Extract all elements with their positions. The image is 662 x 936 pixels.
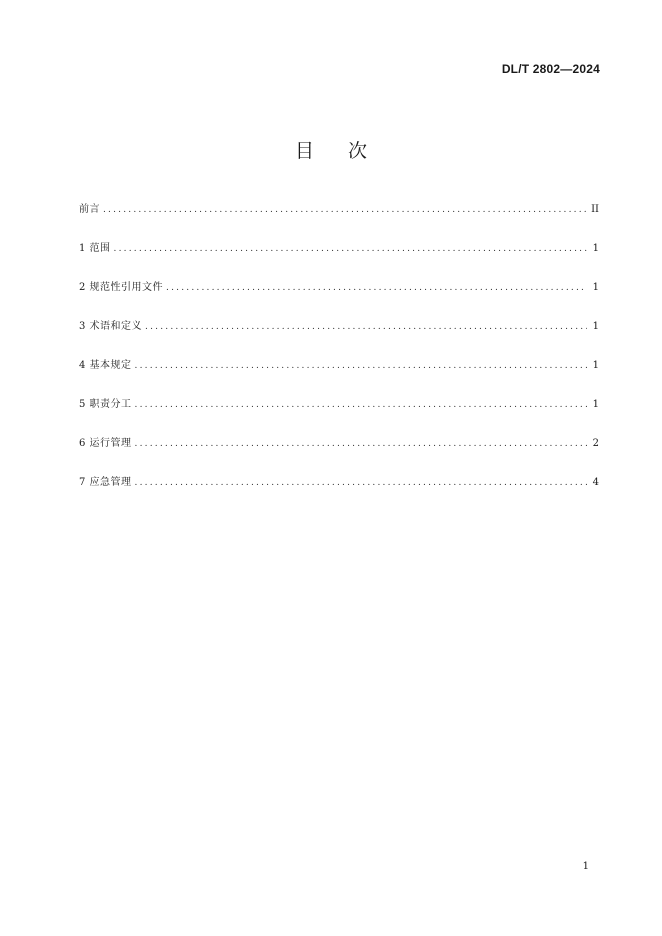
toc-entry-page: 2 — [592, 438, 599, 449]
toc-entry-label: 7 应急管理 — [79, 477, 132, 488]
toc-entry-label: 6 运行管理 — [79, 438, 132, 449]
toc-entry-label: 4 基本规定 — [79, 360, 132, 371]
toc-entry-page: 1 — [592, 282, 599, 293]
toc-entry-page: 1 — [592, 321, 599, 332]
toc-entry-label: 5 职责分工 — [79, 399, 132, 410]
toc-dot-leader — [135, 400, 587, 410]
toc-entry-responsibilities[interactable] — [79, 395, 599, 434]
toc-entry-foreword[interactable] — [79, 200, 599, 239]
toc-entry-label: 2 规范性引用文件 — [79, 282, 164, 293]
toc-dot-leader — [135, 361, 587, 371]
toc-dot-leader — [145, 322, 587, 332]
toc-entry-page: 4 — [592, 477, 599, 488]
toc-entry-page: 1 — [592, 399, 599, 410]
toc-title: 目次 — [294, 140, 401, 162]
toc-entry-operation-management[interactable] — [79, 434, 599, 473]
toc-dot-leader — [103, 205, 587, 215]
toc-entry-normative-references[interactable] — [79, 278, 599, 317]
toc-entry-label: 前言 — [79, 204, 100, 215]
standard-code: DL/T 2802—2024 — [501, 62, 600, 76]
toc-entry-label: 1 范围 — [79, 243, 111, 254]
page-number: 1 — [582, 861, 589, 872]
toc-entry-page: 1 — [592, 360, 599, 371]
toc-dot-leader — [135, 439, 587, 449]
toc-entry-scope[interactable] — [79, 239, 599, 278]
toc-entry-label: 3 术语和定义 — [79, 321, 143, 332]
toc-dot-leader — [135, 478, 587, 488]
toc-dot-leader — [114, 244, 587, 254]
toc-dot-leader — [166, 283, 587, 293]
toc-entry-page: 1 — [592, 243, 599, 254]
toc-entry-terms-definitions[interactable] — [79, 317, 599, 356]
toc-entry-emergency-management[interactable] — [79, 473, 599, 512]
toc-entry-basic-provisions[interactable] — [79, 356, 599, 395]
toc-entry-page: II — [591, 204, 599, 215]
toc-list — [79, 200, 599, 512]
